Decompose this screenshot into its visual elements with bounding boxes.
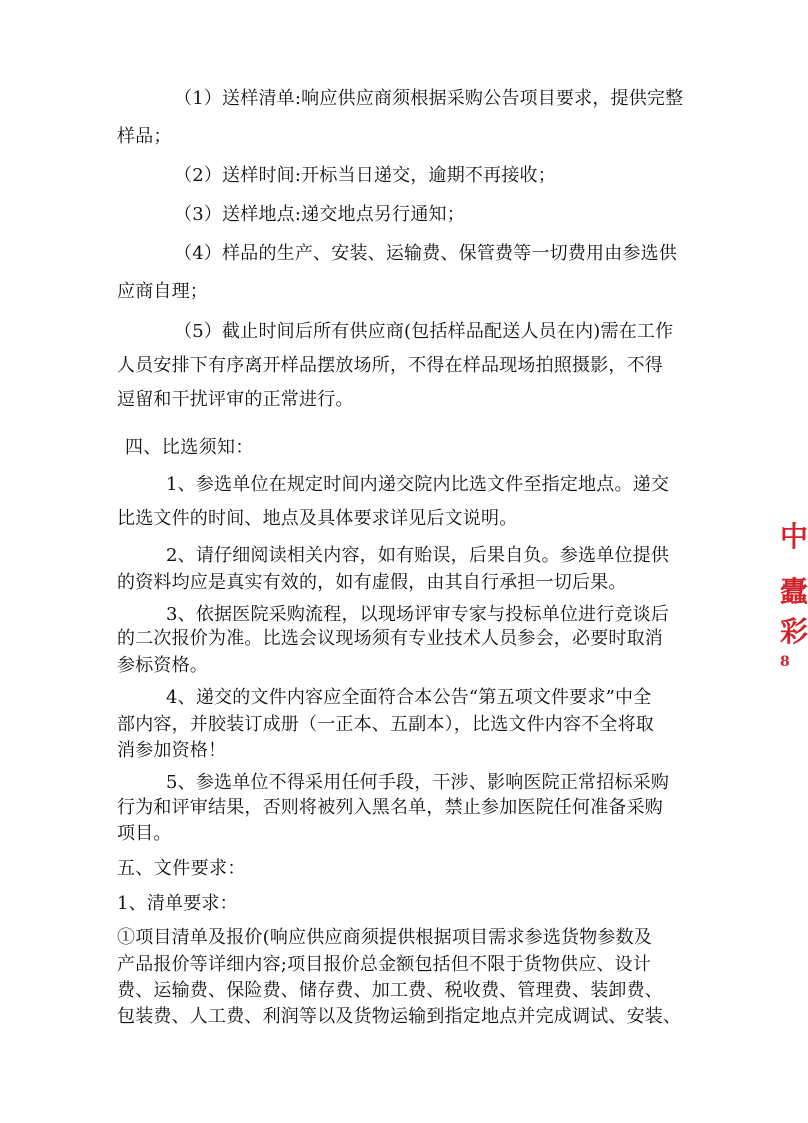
text-line-7: （5）截止时间后所有供应商(包括样品配送人员在内)需在工作 [174,321,674,342]
text-line-11: 1、参选单位在规定时间内递交院内比选文件至指定地点。递交 [166,474,670,495]
text-line-12: 比选文件的时间、地点及具体要求详见后文说明。 [117,508,518,529]
text-line-14: 的资料均应是真实有效的，如有虚假，由其自行承担一切后果。 [117,572,627,593]
text-line-6: 应商自理； [117,281,208,302]
text-line-1: （1）送样清单:响应供应商须根据采购公告项目要求，提供完整 [174,88,684,109]
section-heading-4: 四、比选须知： [125,437,254,458]
text-line-3: （2）送样时间:开标当日递交，逾期不再接收； [174,165,556,186]
text-line-5: （4）样品的生产、安装、运输费、保管费等一切费用由参选供 [174,243,678,264]
text-line-18: 4、递交的文件内容应全面符合本公告“第五项文件要求”中全 [166,687,652,708]
text-line-15: 3、依据医院采购流程，以现场评审专家与投标单位进行竞谈后 [166,604,670,625]
text-line-20: 消参加资格！ [117,740,227,761]
text-line-29: 包装费、人工费、利润等以及货物运输到指定地点并完成调试、安装、 [117,1006,682,1027]
seal-char-4: 8 [780,654,790,670]
text-line-13: 2、请仔细阅读相关内容，如有贻误，后果自负。参选单位提供 [166,545,670,566]
text-line-23: 项目。 [117,823,172,844]
text-line-17: 参标资格。 [117,655,208,676]
seal-char-1: 中 [780,520,808,553]
subheading-list-requirements: 1、清单要求： [117,893,238,914]
seal-char-2: 蠹 [780,575,808,608]
text-line-22: 行为和评审结果，否则将被列入黑名单，禁止参加医院任何准备采购 [117,797,663,818]
text-line-27: 产品报价等详细内容;项目报价总金额包括但不限于货物供应、设计 [117,954,652,975]
text-line-26: ①项目清单及报价(响应供应商须提供根据项目需求参选货物参数及 [117,927,653,948]
section-heading-5: 五、文件要求： [117,858,246,879]
text-line-4: （3）送样地点:递交地点另行通知； [174,204,465,225]
text-line-2: 样品； [117,126,172,147]
seal-char-3: 彩 [780,615,808,648]
text-line-9: 逗留和干扰评审的正常进行。 [117,389,354,410]
text-line-28: 费、运输费、保险费、储存费、加工费、税收费、管理费、装卸费、 [117,980,663,1001]
text-line-21: 5、参选单位不得采用任何手段，干涉、影响医院正常招标采购 [166,772,670,793]
text-line-16: 的二次报价为准。比选会议现场须有专业技术人员参会，必要时取消 [117,628,663,649]
text-line-8: 人员安排下有序离开样品摆放场所，不得在样品现场拍照摄影，不得 [117,355,663,376]
text-line-19: 部内容，并胶装订成册（一正本、五副本），比选文件内容不全将取 [117,714,654,735]
red-seal-stamp [780,515,808,675]
